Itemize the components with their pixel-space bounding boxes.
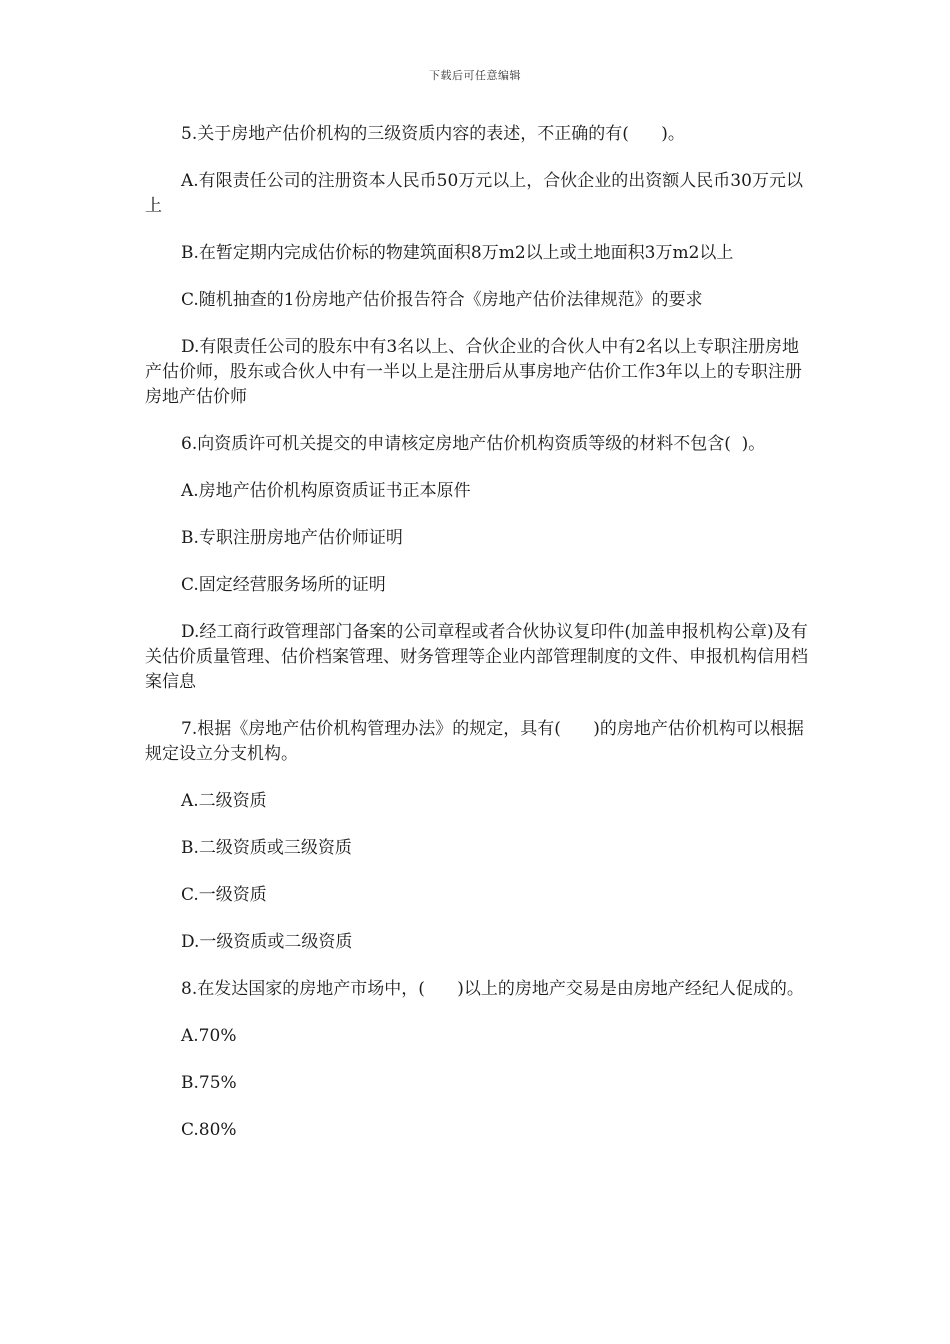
question-7-option-a: A.二级资质 bbox=[181, 791, 267, 811]
question-5-option-c: C.随机抽查的1份房地产估价报告符合《房地产估价法律规范》的要求 bbox=[181, 290, 703, 310]
question-8-option-a: A.70% bbox=[181, 1026, 237, 1046]
question-7-option-c: C.一级资质 bbox=[181, 885, 267, 905]
question-5-option-a: A.有限责任公司的注册资本人民币50万元以上，合伙企业的出资额人民币30万元以上 bbox=[145, 171, 803, 216]
question-6-option-b: B.专职注册房地产估价师证明 bbox=[181, 528, 403, 548]
question-7-option-b: B.二级资质或三级资质 bbox=[181, 838, 352, 858]
question-5-option-b: B.在暂定期内完成估价标的物建筑面积8万m2以上或土地面积3万m2以上 bbox=[181, 243, 734, 263]
question-5: 5.关于房地产估价机构的三级资质内容的表述，不正确的有( )。 bbox=[181, 124, 685, 144]
question-7: 7.根据《房地产估价机构管理办法》的规定，具有( )的房地产估价机构可以根据规定设立分支机构。 bbox=[145, 719, 804, 764]
question-8-option-b: B.75% bbox=[181, 1073, 237, 1093]
question-6: 6.向资质许可机关提交的申请核定房地产估价机构资质等级的材料不包含( )。 bbox=[181, 434, 766, 454]
question-6-option-d: D.经工商行政管理部门备案的公司章程或者合伙协议复印件(加盖申报机构公章)及有关估价质量管理、估价档案管理、财务管理等企业内部管理制度的文件、申报机构信用档案信息 bbox=[145, 622, 808, 692]
question-7-option-d: D.一级资质或二级资质 bbox=[181, 932, 353, 952]
page-header-note: 下载后可任意编辑 bbox=[429, 69, 521, 82]
question-8-option-c: C.80% bbox=[181, 1120, 237, 1140]
document-body bbox=[145, 122, 810, 1165]
question-8: 8.在发达国家的房地产市场中，( )以上的房地产交易是由房地产经纪人促成的。 bbox=[181, 979, 804, 999]
question-5-option-d: D.有限责任公司的股东中有3名以上、合伙企业的合伙人中有2名以上专职注册房地产估价师，股东或合伙人中有一半以上是注册后从事房地产估价工作3年以上的专职注册房地产估价师 bbox=[145, 337, 802, 407]
question-6-option-a: A.房地产估价机构原资质证书正本原件 bbox=[181, 481, 471, 501]
question-6-option-c: C.固定经营服务场所的证明 bbox=[181, 575, 386, 595]
